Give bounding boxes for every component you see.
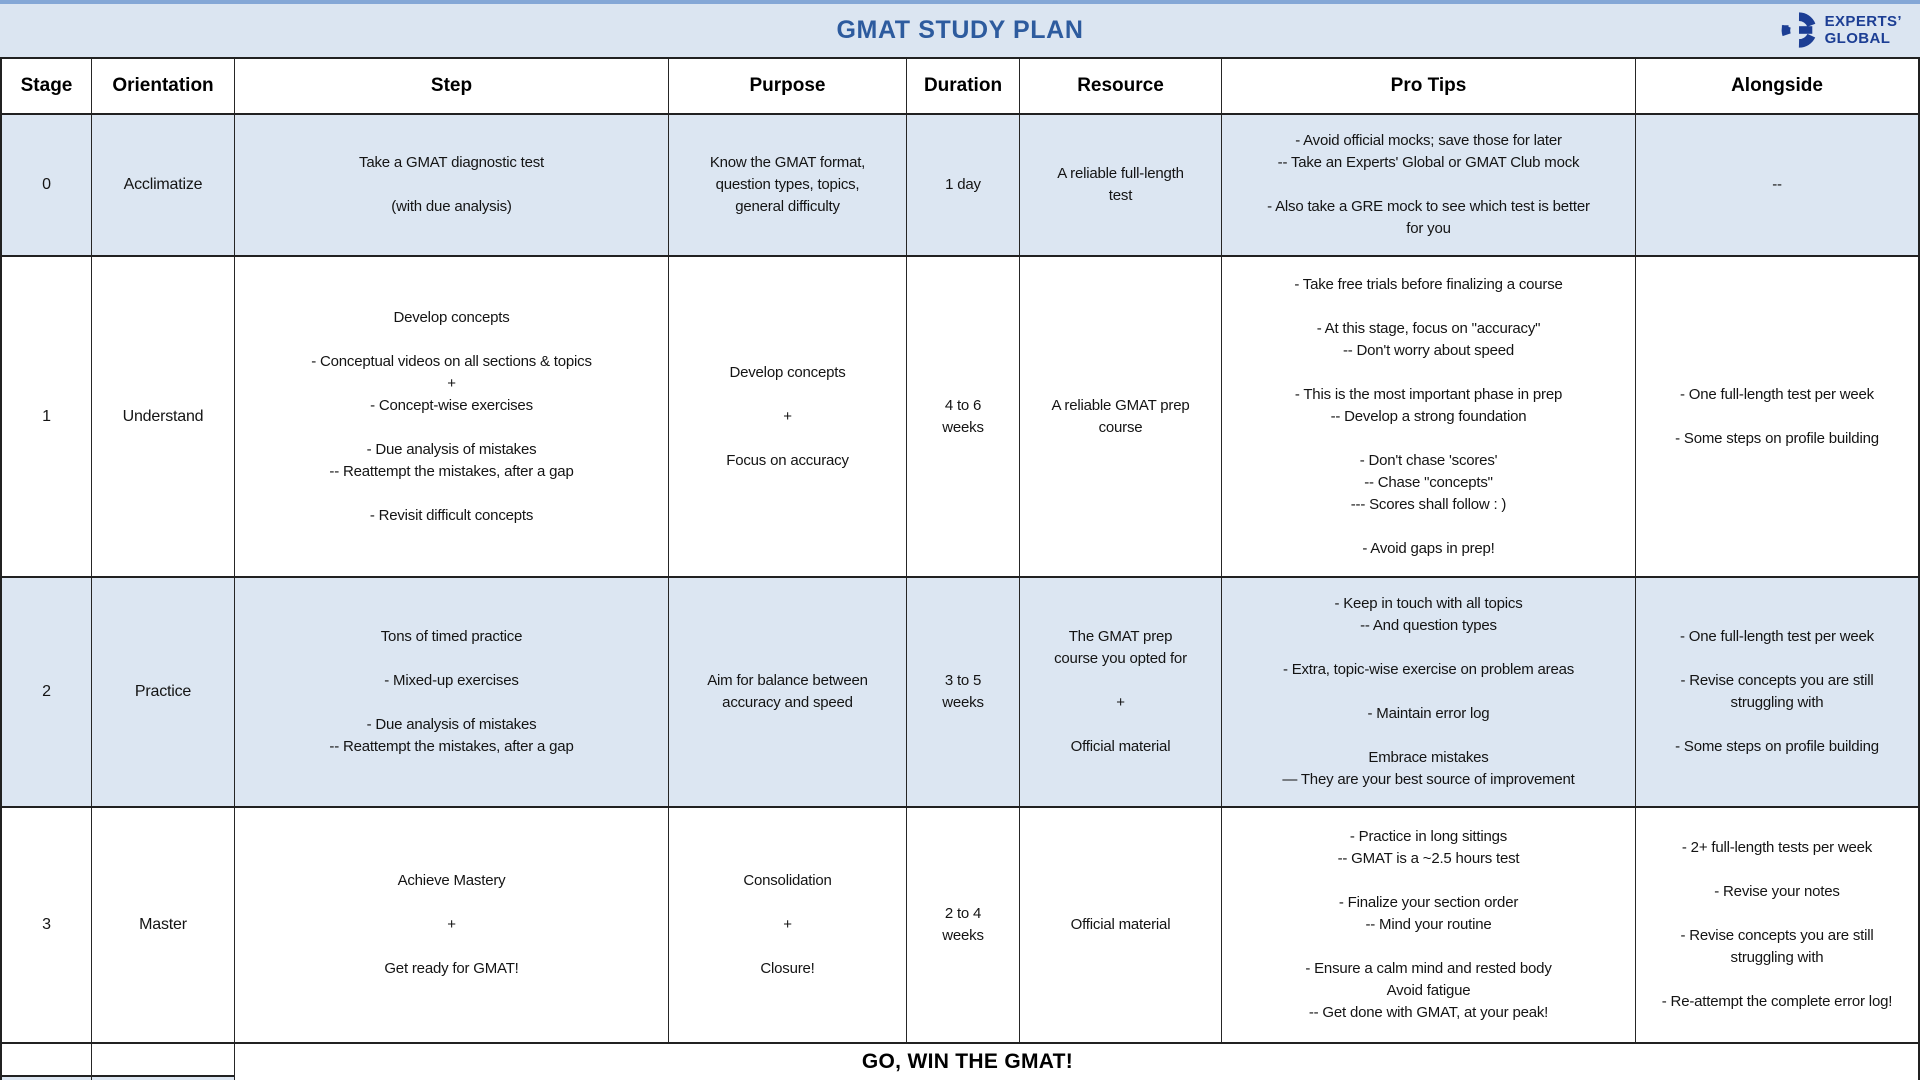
logo-line-1: EXPERTS’ bbox=[1824, 13, 1902, 30]
cell-orientation: Understand bbox=[92, 257, 235, 576]
logo-line-2: GLOBAL bbox=[1824, 30, 1891, 47]
cell-orientation: Master bbox=[92, 808, 235, 1042]
cell-alongside: - One full-length test per week - Some steps on profile building bbox=[1675, 385, 1879, 447]
cell-duration: 2 to 4 weeks bbox=[907, 808, 1020, 1042]
cell-step: Develop concepts - Conceptual videos on all sections & topics + - Concept-wise exercises - Due analysis of mistakes -- Reattempt the mistakes, after a gap - Revisit difficult concepts bbox=[235, 257, 669, 576]
table-row-stage-3 bbox=[2, 808, 1918, 1044]
cell-orientation: Practice bbox=[92, 578, 235, 806]
column-header-resource: Resource bbox=[1020, 59, 1222, 113]
cell-stage: 3 bbox=[2, 808, 92, 1042]
table-row-stage-2 bbox=[2, 578, 1918, 808]
column-header-pro-tips: Pro Tips bbox=[1222, 59, 1636, 113]
column-header-stage: Stage bbox=[2, 59, 92, 113]
cell-orientation: Acclimatize bbox=[92, 115, 235, 255]
cell-stage: 0 bbox=[2, 115, 92, 255]
cell-duration: 3 to 5 weeks bbox=[907, 578, 1020, 806]
column-header-alongside: Alongside bbox=[1731, 75, 1823, 96]
cell-resource: Official material bbox=[1020, 808, 1222, 1042]
cell-stage: 1 bbox=[2, 257, 92, 576]
column-header-purpose: Purpose bbox=[669, 59, 907, 113]
cell-stage: 2 bbox=[2, 578, 92, 806]
footer-row bbox=[2, 1044, 1918, 1080]
cell-purpose: Know the GMAT format, question types, topics, general difficulty bbox=[669, 115, 907, 255]
cell-duration: 4 to 6 weeks bbox=[907, 257, 1020, 576]
footer-stub-orientation bbox=[92, 1044, 235, 1080]
table-header-row bbox=[2, 59, 1918, 115]
cell-pro-tips: - Keep in touch with all topics -- And question types - Extra, topic-wise exercise on problem areas - Maintain error log Embrace mistakes — They are your best source of improvement bbox=[1222, 578, 1636, 806]
cell-alongside: -- bbox=[1772, 176, 1782, 193]
experts-global-logo-icon bbox=[1780, 11, 1818, 49]
column-header-orientation: Orientation bbox=[92, 59, 235, 113]
experts-global-logo bbox=[1780, 11, 1902, 49]
cell-step: Achieve Mastery + Get ready for GMAT! bbox=[235, 808, 669, 1042]
footer-merged-cell bbox=[235, 1044, 1918, 1080]
cell-step: Tons of timed practice - Mixed-up exercises - Due analysis of mistakes -- Reattempt the mistakes, after a gap bbox=[235, 578, 669, 806]
column-header-step: Step bbox=[235, 59, 669, 113]
cell-resource: A reliable full-length test bbox=[1020, 115, 1222, 255]
cut-row-sliver bbox=[92, 1075, 234, 1080]
cell-alongside: - One full-length test per week - Revise concepts you are still struggling with - Some steps on profile building bbox=[1675, 628, 1879, 755]
title-bar bbox=[0, 0, 1920, 57]
cell-resource: A reliable GMAT prep course bbox=[1020, 257, 1222, 576]
cell-step: Take a GMAT diagnostic test (with due analysis) bbox=[235, 115, 669, 255]
cut-row-sliver bbox=[2, 1075, 91, 1080]
page-title: GMAT STUDY PLAN bbox=[836, 16, 1084, 44]
cell-duration: 1 day bbox=[907, 115, 1020, 255]
table-row-stage-0 bbox=[2, 115, 1918, 257]
footer-stub-stage bbox=[2, 1044, 92, 1080]
cell-purpose: Aim for balance between accuracy and speed bbox=[669, 578, 907, 806]
experts-global-logo-text bbox=[1825, 13, 1902, 47]
footer-slogan: GO, WIN THE GMAT! bbox=[861, 1050, 1074, 1073]
study-plan-table bbox=[0, 57, 1920, 1080]
table-row-stage-1 bbox=[2, 257, 1918, 578]
cell-purpose: Consolidation + Closure! bbox=[669, 808, 907, 1042]
cell-pro-tips: - Take free trials before finalizing a course - At this stage, focus on "accuracy" -- Don't worry about speed - This is the most important phase in prep -- Develop a strong foundation - Don't chase 'scores' -- Chase "concepts" --- Scores shall follow : ) - Avoid gaps in prep! bbox=[1222, 257, 1636, 576]
cell-purpose: Develop concepts + Focus on accuracy bbox=[669, 257, 907, 576]
cell-alongside: - 2+ full-length tests per week - Revise your notes - Revise concepts you are still struggling with - Re-attempt the complete error log! bbox=[1661, 839, 1893, 1010]
cell-pro-tips: - Practice in long sittings -- GMAT is a ~2.5 hours test - Finalize your section order -- Mind your routine - Ensure a calm mind and rested body Avoid fatigue -- Get done with GMAT, at your peak! bbox=[1222, 808, 1636, 1042]
cell-pro-tips: - Avoid official mocks; save those for later -- Take an Experts' Global or GMAT Club mock - Also take a GRE mock to see which test is better for you bbox=[1222, 115, 1636, 255]
cell-resource: The GMAT prep course you opted for + Official material bbox=[1020, 578, 1222, 806]
column-header-duration: Duration bbox=[907, 59, 1020, 113]
